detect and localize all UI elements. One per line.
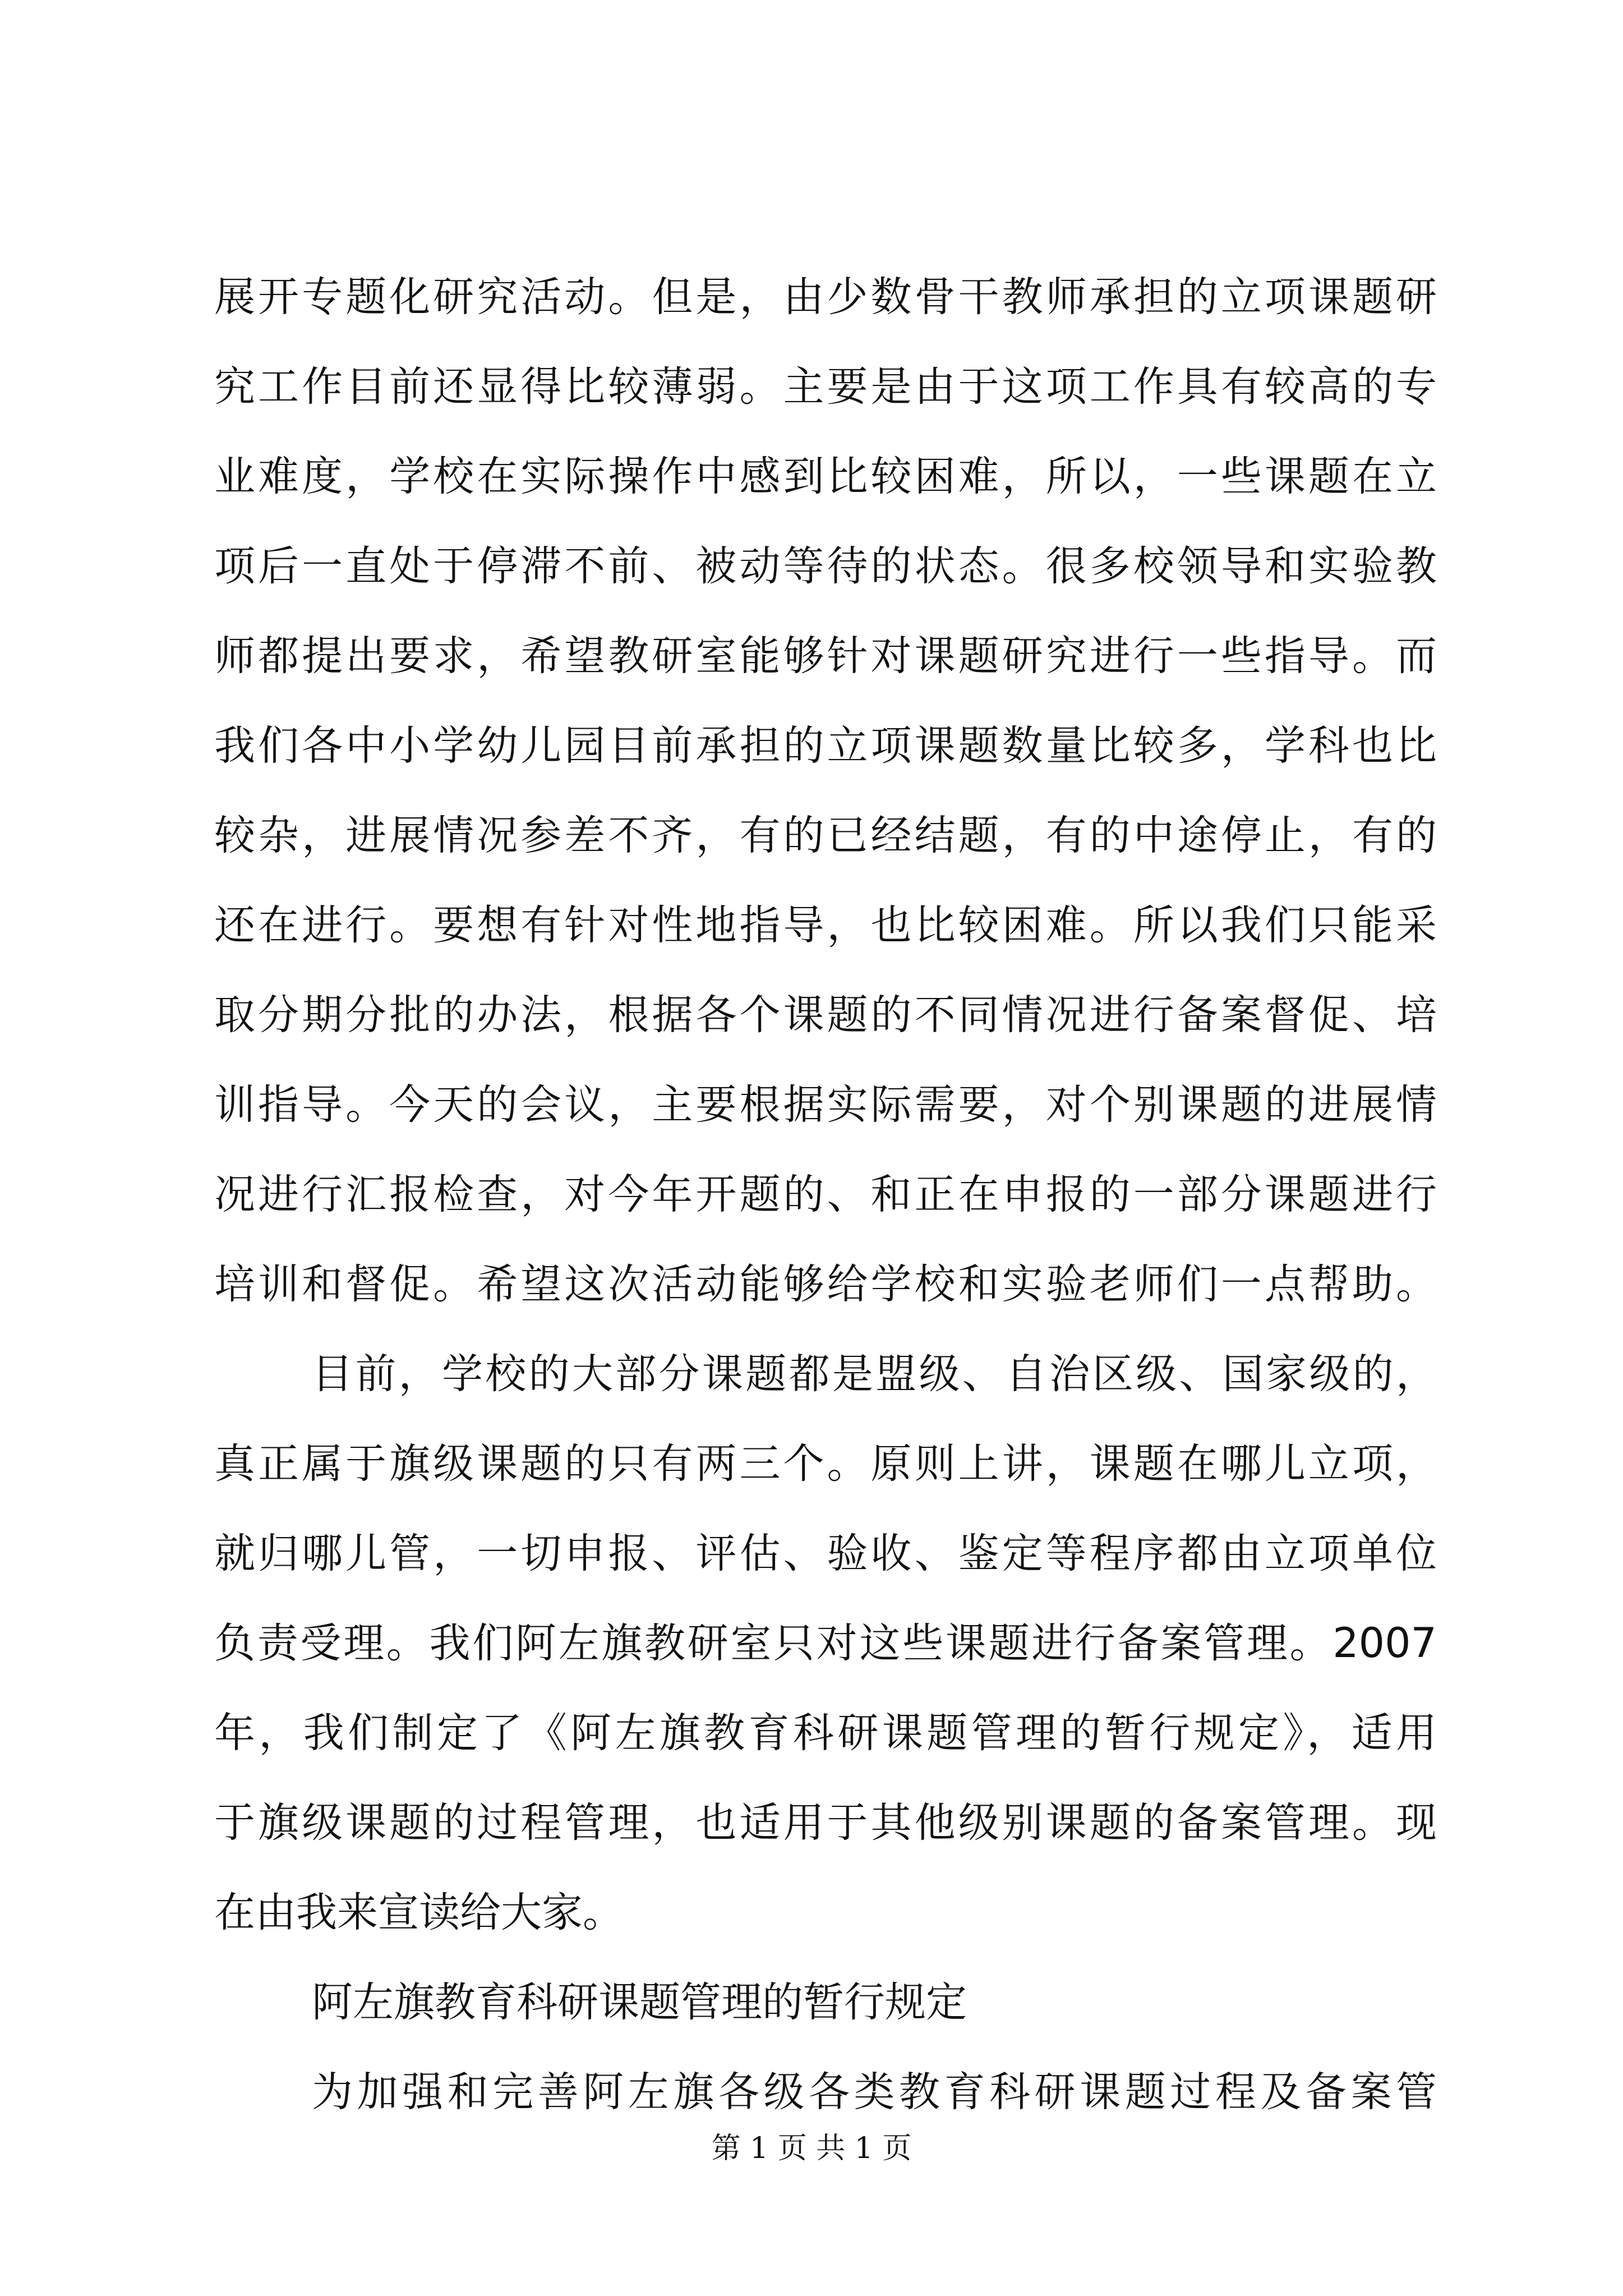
text-line: 于旗级课题的过程管理，也适用于其他级别课题的备案管理。现 bbox=[214, 1799, 1437, 1847]
paragraph-start-line: 为加强和完善阿左旗各级各类教育科研课题过程及备案管 bbox=[312, 2068, 1437, 2116]
body-text bbox=[214, 252, 1437, 2137]
text-line: 我们各中小学幼儿园目前承担的立项课题数量比较多，学科也比 bbox=[214, 722, 1437, 770]
text-line: 究工作目前还显得比较薄弱。主要是由于这项工作具有较高的专 bbox=[214, 363, 1437, 411]
text-line: 真正属于旗级课题的只有两三个。原则上讲，课题在哪儿立项， bbox=[214, 1440, 1437, 1488]
text-line: 负责受理。我们阿左旗教研室只对这些课题进行备案管理。2007 bbox=[214, 1619, 1437, 1667]
page-number-label: 第 1 页 共 1 页 bbox=[711, 2132, 912, 2165]
text-line: 展开专题化研究活动。但是，由少数骨干教师承担的立项课题研 bbox=[214, 273, 1437, 321]
text-line: 年，我们制定了《阿左旗教育科研课题管理的暂行规定》，适用 bbox=[214, 1709, 1437, 1757]
text-line: 较杂，进展情况参差不齐，有的已经结题，有的中途停止，有的 bbox=[214, 812, 1437, 859]
text-line: 训指导。今天的会议，主要根据实际需要，对个别课题的进展情 bbox=[214, 1081, 1437, 1129]
text-line: 培训和督促。希望这次活动能够给学校和实验老师们一点帮助。 bbox=[214, 1260, 1437, 1308]
text-line: 还在进行。要想有针对性地指导，也比较困难。所以我们只能采 bbox=[214, 901, 1437, 949]
paragraph-start-line: 目前，学校的大部分课题都是盟级、自治区级、国家级的， bbox=[312, 1350, 1437, 1398]
section-heading: 阿左旗教育科研课题管理的暂行规定 bbox=[312, 1978, 967, 2026]
text-line: 项后一直处于停滞不前、被动等待的状态。很多校领导和实验教 bbox=[214, 542, 1437, 590]
text-line: 就归哪儿管，一切申报、评估、验收、鉴定等程序都由立项单位 bbox=[214, 1530, 1437, 1577]
page-footer bbox=[0, 2129, 1623, 2168]
text-line: 业难度，学校在实际操作中感到比较困难，所以，一些课题在立 bbox=[214, 453, 1437, 500]
text-line: 在由我来宣读给大家。 bbox=[214, 1889, 624, 1936]
text-line: 取分期分批的办法，根据各个课题的不同情况进行备案督促、培 bbox=[214, 991, 1437, 1039]
text-line: 况进行汇报检查，对今年开题的、和正在申报的一部分课题进行 bbox=[214, 1171, 1437, 1218]
text-line: 师都提出要求，希望教研室能够针对课题研究进行一些指导。而 bbox=[214, 632, 1437, 680]
